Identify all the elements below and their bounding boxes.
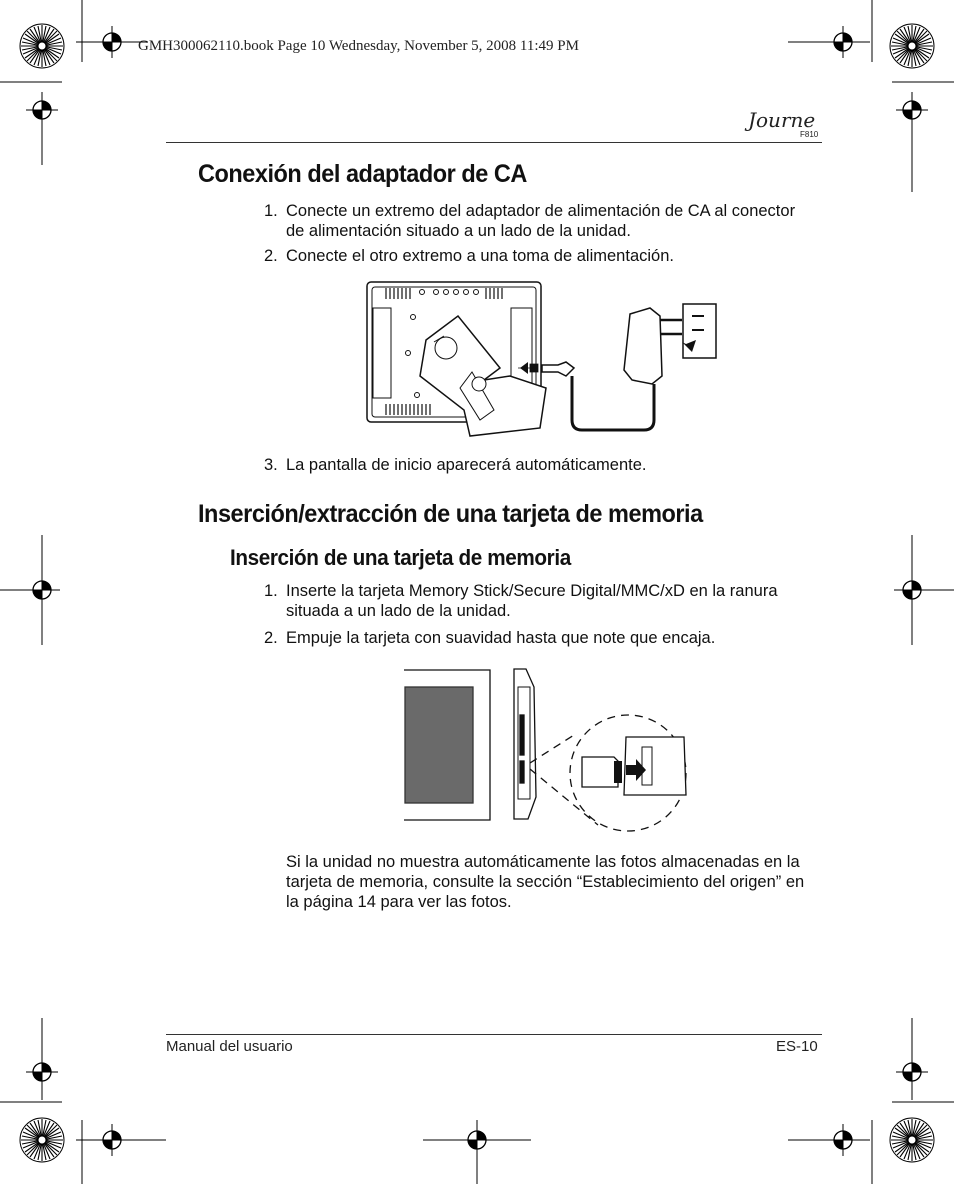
list-item (264, 201, 804, 241)
footer-manual-label: Manual del usuario (166, 1038, 293, 1055)
step-text: Inserte la tarjeta Memory Stick/Secure Digital/MMC/xD en la ranura situada a un lado de la unidad. (286, 582, 778, 620)
step-number: 3. (264, 456, 278, 474)
step-text: Conecte un extremo del adaptador de alimentación de CA al conector de alimentación situado a un lado de la unidad. (286, 202, 796, 240)
page-number: ES-10 (776, 1038, 818, 1055)
section-title-memory-card: Inserción/extracción de una tarjeta de memoria (198, 500, 703, 528)
subsection-title-insert-card: Inserción de una tarjeta de memoria (230, 545, 571, 570)
step-number: 2. (264, 629, 278, 647)
ac-adapter-illustration (360, 280, 730, 440)
section-title-ac-adapter: Conexión del adaptador de CA (198, 160, 527, 188)
list-item (264, 246, 804, 266)
header-rule (166, 142, 822, 143)
step-text: La pantalla de inicio aparecerá automáticamente. (286, 456, 647, 474)
list-item (264, 581, 804, 621)
model-number: F810 (800, 130, 819, 139)
step-text: Empuje la tarjeta con suavidad hasta que note que encaja. (286, 629, 716, 647)
print-header: GMH300062110.book Page 10 Wednesday, November 5, 2008 11:49 PM (138, 38, 579, 54)
list-item (264, 628, 804, 648)
step-number: 1. (264, 582, 278, 600)
step-text: Conecte el otro extremo a una toma de alimentación. (286, 247, 674, 265)
step-number: 1. (264, 202, 278, 220)
list-item (264, 455, 804, 475)
note-paragraph: Si la unidad no muestra automáticamente las fotos almacenadas en la tarjeta de memoria, consulte la sección “Establecimiento del origen” en la página 14 para ver las fotos. (286, 853, 805, 911)
memory-card-illustration (402, 665, 702, 835)
footer-rule (166, 1034, 822, 1035)
brand-logo: Journe (748, 108, 816, 132)
step-number: 2. (264, 247, 278, 265)
